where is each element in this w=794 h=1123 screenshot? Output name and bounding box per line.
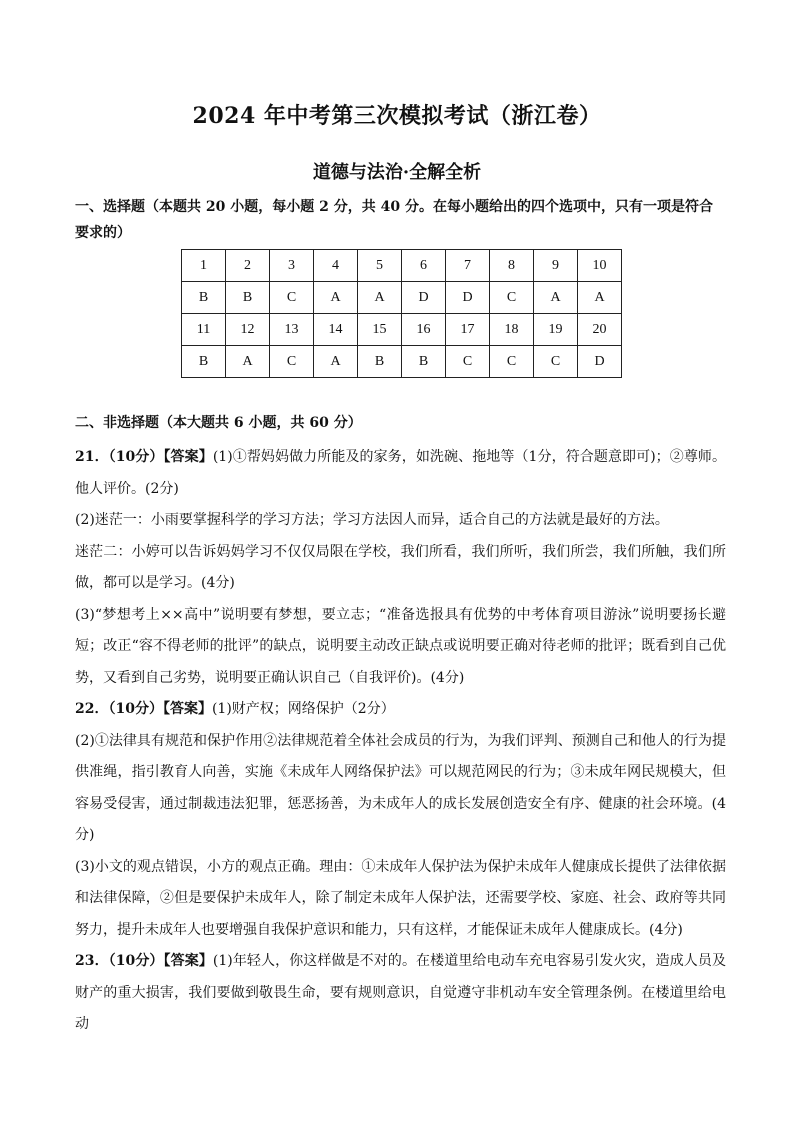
q21-part1: (1)①帮妈妈做力所能及的家务，如洗碗、拖地等（1分，符合题意即可)；②尊师。他人评价。(2分) [75,449,727,497]
q23-head: 23．（10分）【答案】 [75,953,213,969]
table-cell: C [446,346,490,378]
table-row [182,282,622,314]
table-cell: 12 [226,314,270,346]
table-cell: D [446,282,490,314]
table-cell: 13 [270,314,314,346]
table-cell: C [270,346,314,378]
table-cell: 14 [314,314,358,346]
table-cell: 15 [358,314,402,346]
table-cell: 10 [578,250,622,282]
table-cell: A [578,282,622,314]
table-cell: B [226,282,270,314]
table-cell: C [490,346,534,378]
table-cell: 4 [314,250,358,282]
table-cell: C [490,282,534,314]
q22-head: 22．（10分）【答案】 [75,701,212,717]
table-cell: 16 [402,314,446,346]
table-cell: B [358,346,402,378]
q21-part2a: (2)迷茫一：小雨要掌握科学的学习方法；学习方法因人而异，适合自己的方法就是最好的方法。 [75,512,669,528]
table-cell: A [226,346,270,378]
table-row [182,314,622,346]
document-subtitle: 道德与法治·全解全析 [312,162,482,183]
table-cell: C [270,282,314,314]
table-row [182,346,622,378]
table-cell: 7 [446,250,490,282]
answer-body [75,442,726,1041]
table-cell: A [314,282,358,314]
table-cell: 20 [578,314,622,346]
table-cell: D [578,346,622,378]
table-cell: A [314,346,358,378]
q23-part1: (1)年轻人，你这样做是不对的。在楼道里给电动车充电容易引发火灾，造成人员及财产的重大损害，我们要做到敬畏生命，要有规则意识，自觉遵守非机动车安全管理条例。在楼道里给电动 [75,953,726,1032]
table-cell: A [358,282,402,314]
section2-heading: 二、非选择题（本大题共 6 小题，共 60 分） [75,415,362,431]
document-title: 2024 年中考第三次模拟考试（浙江卷） [192,103,602,129]
table-cell: 9 [534,250,578,282]
answer-table [181,249,622,378]
q22-paragraph [75,694,726,726]
q21-part3: (3)“梦想考上××高中”说明要有梦想，要立志；“准备选报具有优势的中考体育项目游泳”说明要扬长避短；改正“容不得老师的批评”的缺点，说明要主动改正缺点或说明要正确对待老师的批评；既看到自己优势，又看到自己劣势，说明要正确认识自己（自我评价)。(4分) [75,606,726,686]
q22-part1: (1)财产权；网络保护（2分） [211,701,395,717]
section1-heading: 一、选择题（本题共 20 小题，每小题 2 分，共 40 分。在每小题给出的四个选项中，只有一项是符合要求的） [75,199,713,241]
table-cell: B [182,282,226,314]
table-cell: 1 [182,250,226,282]
table-cell: 6 [402,250,446,282]
q21-head: 21．（10分）【答案】 [75,449,213,465]
table-cell: 8 [490,250,534,282]
table-cell: C [534,346,578,378]
table-cell: 19 [534,314,578,346]
table-row [182,250,622,282]
q22-part2: (2)①法律具有规范和保护作用②法律规范着全体社会成员的行为，为我们评判、预测自己和他人的行为提供准绳，指引教育人向善，实施《未成年人网络保护法》可以规范网民的行为；③未成年网民规模大，但容易受侵害，通过制裁违法犯罪，惩恶扬善，为未成年人的成长发展创造安全有序、健康的社会环境。(4分) [75,732,726,843]
q23-paragraph [75,946,726,1041]
q21-part2b: 迷茫二：小婷可以告诉妈妈学习不仅仅局限在学校，我们所看，我们所听，我们所尝，我们所触，我们所做，都可以是学习。(4分) [75,543,726,591]
q21-paragraph [75,442,726,505]
table-cell: 5 [358,250,402,282]
table-cell: 11 [182,314,226,346]
table-cell: A [534,282,578,314]
table-cell: B [402,346,446,378]
table-cell: 17 [446,314,490,346]
q22-part3: (3)小文的观点错误，小方的观点正确。理由：①未成年人保护法为保护未成年人健康成长提供了法律依据和法律保障，②但是要保护未成年人，除了制定未成年人保护法，还需要学校、家庭、社会、政府等共同努力，提升未成年人也要增强自我保护意识和能力，只有这样，才能保证未成年人健康成长。(4分) [75,858,726,938]
table-cell: 2 [226,250,270,282]
table-cell: B [182,346,226,378]
table-cell: D [402,282,446,314]
table-cell: 18 [490,314,534,346]
table-cell: 3 [270,250,314,282]
